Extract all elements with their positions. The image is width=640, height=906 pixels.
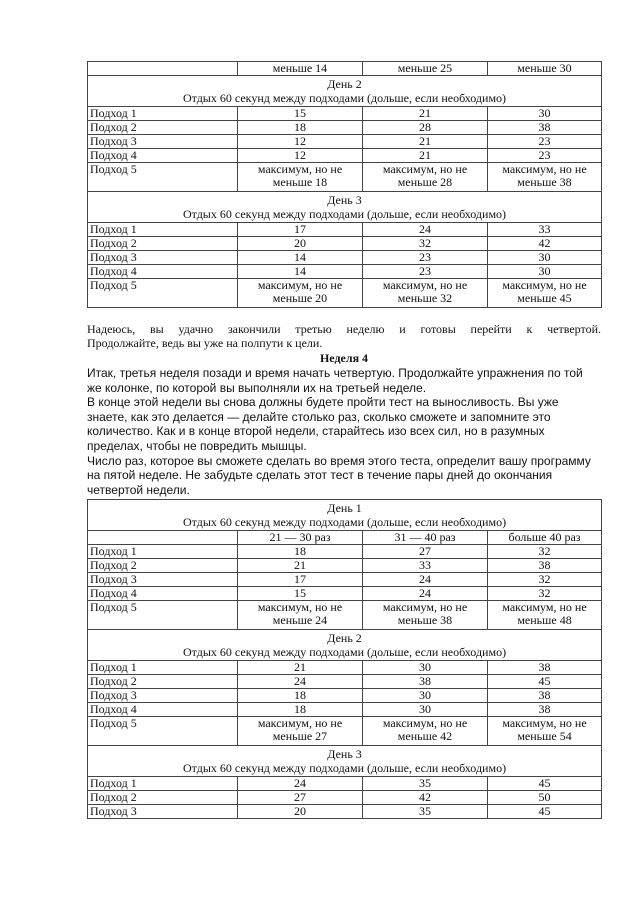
table-cell: 21 [238,559,363,573]
cell-line: максимум, но не [382,716,468,730]
cell-line: максимум, но не [382,162,468,176]
cell-line: меньше 45 [517,291,572,305]
set-label: Подход 3 [88,135,238,149]
table-row [88,805,602,819]
text-line: Число раз, которое вы сможете сделать во время этого теста, определит вашу программу [87,453,591,468]
paragraph-week3-done-line1: Надеюсь, вы удачно закончили третью неделю и готовы перейти к четвертой. [87,322,601,336]
table-cell: 45 [488,675,602,689]
cell-line: меньше 28 [397,175,453,189]
rest-note: Отдых 60 секунд между подходами (дольше, если необходимо) [182,207,507,221]
day-section-header [88,746,602,777]
table-row [88,265,602,279]
rest-note: Отдых 60 секунд между подходами (дольше, если необходимо) [182,515,507,529]
day-title-cell [88,192,602,223]
day-section-header [88,500,602,531]
table-cell [488,717,602,746]
table-row [88,573,602,587]
day-title: День 2 [327,631,362,645]
table-cell [88,62,238,76]
table-row [88,689,602,703]
set-label: Подход 2 [88,675,238,689]
set-label: Подход 1 [88,223,238,237]
text-line: знаете, как это делается — делайте столько раз, сколько сможете и запомните это [87,409,551,424]
day-title: День 1 [327,501,362,515]
table-cell: 38 [488,121,602,135]
table-cell: 42 [363,791,488,805]
table-cell: 24 [238,675,363,689]
table-row [88,149,602,163]
day-section-header [88,630,602,661]
cell-line: меньше 24 [272,613,328,627]
table-cell: 24 [238,777,363,791]
cell-line: меньше 32 [397,291,453,305]
day-section-header [88,192,602,223]
table-cell: 32 [488,545,602,559]
cell-line: меньше 38 [517,175,572,189]
table-row [88,703,602,717]
table-cell: 18 [238,545,363,559]
table-row [88,587,602,601]
table-cell [363,163,488,192]
cell-line: меньше 38 [397,613,453,627]
set-label: Подход 3 [88,689,238,703]
table-cell: 42 [488,237,602,251]
table-cell: 23 [488,135,602,149]
cell-line: максимум, но не [502,716,587,730]
set-label: Подход 3 [88,805,238,819]
table-cell: 18 [238,121,363,135]
set-label: Подход 2 [88,237,238,251]
table-row [88,163,602,192]
cell-line: меньше 48 [517,613,572,627]
table-cell: 38 [488,703,602,717]
column-header: 21 — 30 раз [238,531,363,545]
table-cell [488,279,602,308]
table-cell: 23 [363,265,488,279]
day-title-cell [88,500,602,531]
table-row [88,675,602,689]
table-cell: 45 [488,777,602,791]
table-cell: 14 [238,251,363,265]
table-cell: 35 [363,805,488,819]
cell-line: максимум, но не [257,162,343,176]
table-cell [238,163,363,192]
day-title: День 3 [327,747,362,761]
table-cell [488,601,602,630]
table-cell: 24 [363,587,488,601]
table-cell: 20 [238,805,363,819]
cell-line: максимум, но не [382,600,468,614]
cell-line: максимум, но не [257,278,343,292]
set-label: Подход 5 [88,279,238,308]
table-cell: 38 [488,661,602,675]
rest-note: Отдых 60 секунд между подходами (дольше, если необходимо) [182,91,507,105]
cell-line: меньше 42 [397,729,453,743]
table-row [88,223,602,237]
table-cell: 12 [238,135,363,149]
table-row [88,237,602,251]
table-cell: 18 [238,703,363,717]
table-cell: 50 [488,791,602,805]
set-label: Подход 4 [88,703,238,717]
table-row [88,545,602,559]
cell-line: максимум, но не [382,278,468,292]
set-label: Подход 1 [88,107,238,121]
set-label: Подход 4 [88,265,238,279]
table-cell: 38 [488,559,602,573]
text-line: количество. Как и в конце второй недели, старайтесь изо всех сил, но в разумных [87,424,545,439]
table-cell: 17 [238,223,363,237]
table-cell: 15 [238,107,363,121]
table-cell: 15 [238,587,363,601]
week3-table-continued [87,61,602,308]
table-cell: 30 [488,251,602,265]
text-line: В конце этой недели вы снова должны будете пройти тест на выносливость. Вы уже [87,395,559,410]
table-cell: 32 [363,237,488,251]
table-cell: 32 [488,587,602,601]
set-label: Подход 5 [88,163,238,192]
table-cell: меньше 25 [363,62,488,76]
table-cell: 27 [363,545,488,559]
table-cell: меньше 14 [238,62,363,76]
set-label: Подход 2 [88,559,238,573]
column-header: 31 — 40 раз [363,531,488,545]
table-cell [363,279,488,308]
table-cell: 28 [363,121,488,135]
table-cell: 23 [363,251,488,265]
table-row [88,601,602,630]
table-cell: 20 [238,237,363,251]
table-cell: 21 [238,661,363,675]
text-line: четвертой недели. [87,482,190,497]
table-cell: 27 [238,791,363,805]
table-row [88,791,602,805]
table-row [88,661,602,675]
cell-line: максимум, но не [502,600,587,614]
table-row [88,107,602,121]
table-cell: 45 [488,805,602,819]
table-cell: 24 [363,573,488,587]
table-cell [238,717,363,746]
table-cell: меньше 30 [488,62,602,76]
day-title-cell [88,76,602,107]
set-label: Подход 5 [88,601,238,630]
table-cell: 32 [488,573,602,587]
set-label: Подход 1 [88,661,238,675]
threshold-row [88,62,602,76]
table-cell: 38 [488,689,602,703]
rest-note: Отдых 60 секунд между подходами (дольше, если необходимо) [182,645,507,659]
cell-line: меньше 20 [272,291,328,305]
set-label: Подход 3 [88,573,238,587]
table-cell: 30 [363,703,488,717]
day-title: День 2 [327,77,362,91]
text-line: пределах, чтобы не повредить мышцы. [87,438,307,453]
table-cell: 21 [363,107,488,121]
table-cell: 33 [363,559,488,573]
set-label: Подход 4 [88,149,238,163]
day-title-cell [88,630,602,661]
table-cell [238,601,363,630]
table-cell [363,601,488,630]
table-cell: 24 [363,223,488,237]
table-cell: 30 [363,689,488,703]
set-label: Подход 5 [88,717,238,746]
table-cell: 21 [363,135,488,149]
table-row [88,251,602,265]
table-row [88,279,602,308]
cell-line: меньше 54 [517,729,572,743]
text-line: же колонке, по которой вы выполняли их на третьей неделе. [87,380,427,395]
table-cell: 12 [238,149,363,163]
cell-line: максимум, но не [502,162,587,176]
column-header [88,531,238,545]
paragraph-week3-done-line2: Продолжайте, ведь вы уже на полпути к цели. [87,336,323,350]
table-cell: 17 [238,573,363,587]
table-cell: 14 [238,265,363,279]
set-label: Подход 1 [88,777,238,791]
day-title: День 3 [327,193,362,207]
set-label: Подход 2 [88,121,238,135]
table-cell: 21 [363,149,488,163]
week4-table [87,499,602,819]
table-cell [363,717,488,746]
table-cell: 33 [488,223,602,237]
rest-note: Отдых 60 секунд между подходами (дольше, если необходимо) [182,761,507,775]
set-label: Подход 2 [88,791,238,805]
table-cell: 30 [488,107,602,121]
cell-line: максимум, но не [502,278,587,292]
table-cell: 30 [363,661,488,675]
week4-instructions [87,366,601,497]
table-cell: 30 [488,265,602,279]
table-cell: 18 [238,689,363,703]
week-heading: Неделя 4 [319,351,369,365]
set-label: Подход 1 [88,545,238,559]
set-label: Подход 3 [88,251,238,265]
day-title-cell [88,746,602,777]
text-line: Итак, третья неделя позади и время начать четвертую. Продолжайте упражнения по той [87,366,583,380]
table-row [88,777,602,791]
table-row [88,717,602,746]
cell-line: меньше 18 [272,175,328,189]
table-cell: 35 [363,777,488,791]
day-section-header [88,76,602,107]
table-row [88,135,602,149]
cell-line: максимум, но не [257,716,343,730]
column-header-row [88,531,602,545]
cell-line: максимум, но не [257,600,343,614]
table-cell [488,163,602,192]
text-line: на пятой неделе. Не забудьте сделать этот тест в течение пары дней до окончания [87,468,553,483]
column-header: больше 40 раз [488,531,602,545]
table-row [88,559,602,573]
table-cell [238,279,363,308]
table-cell: 23 [488,149,602,163]
cell-line: меньше 27 [272,729,328,743]
set-label: Подход 4 [88,587,238,601]
table-cell: 38 [363,675,488,689]
table-row [88,121,602,135]
